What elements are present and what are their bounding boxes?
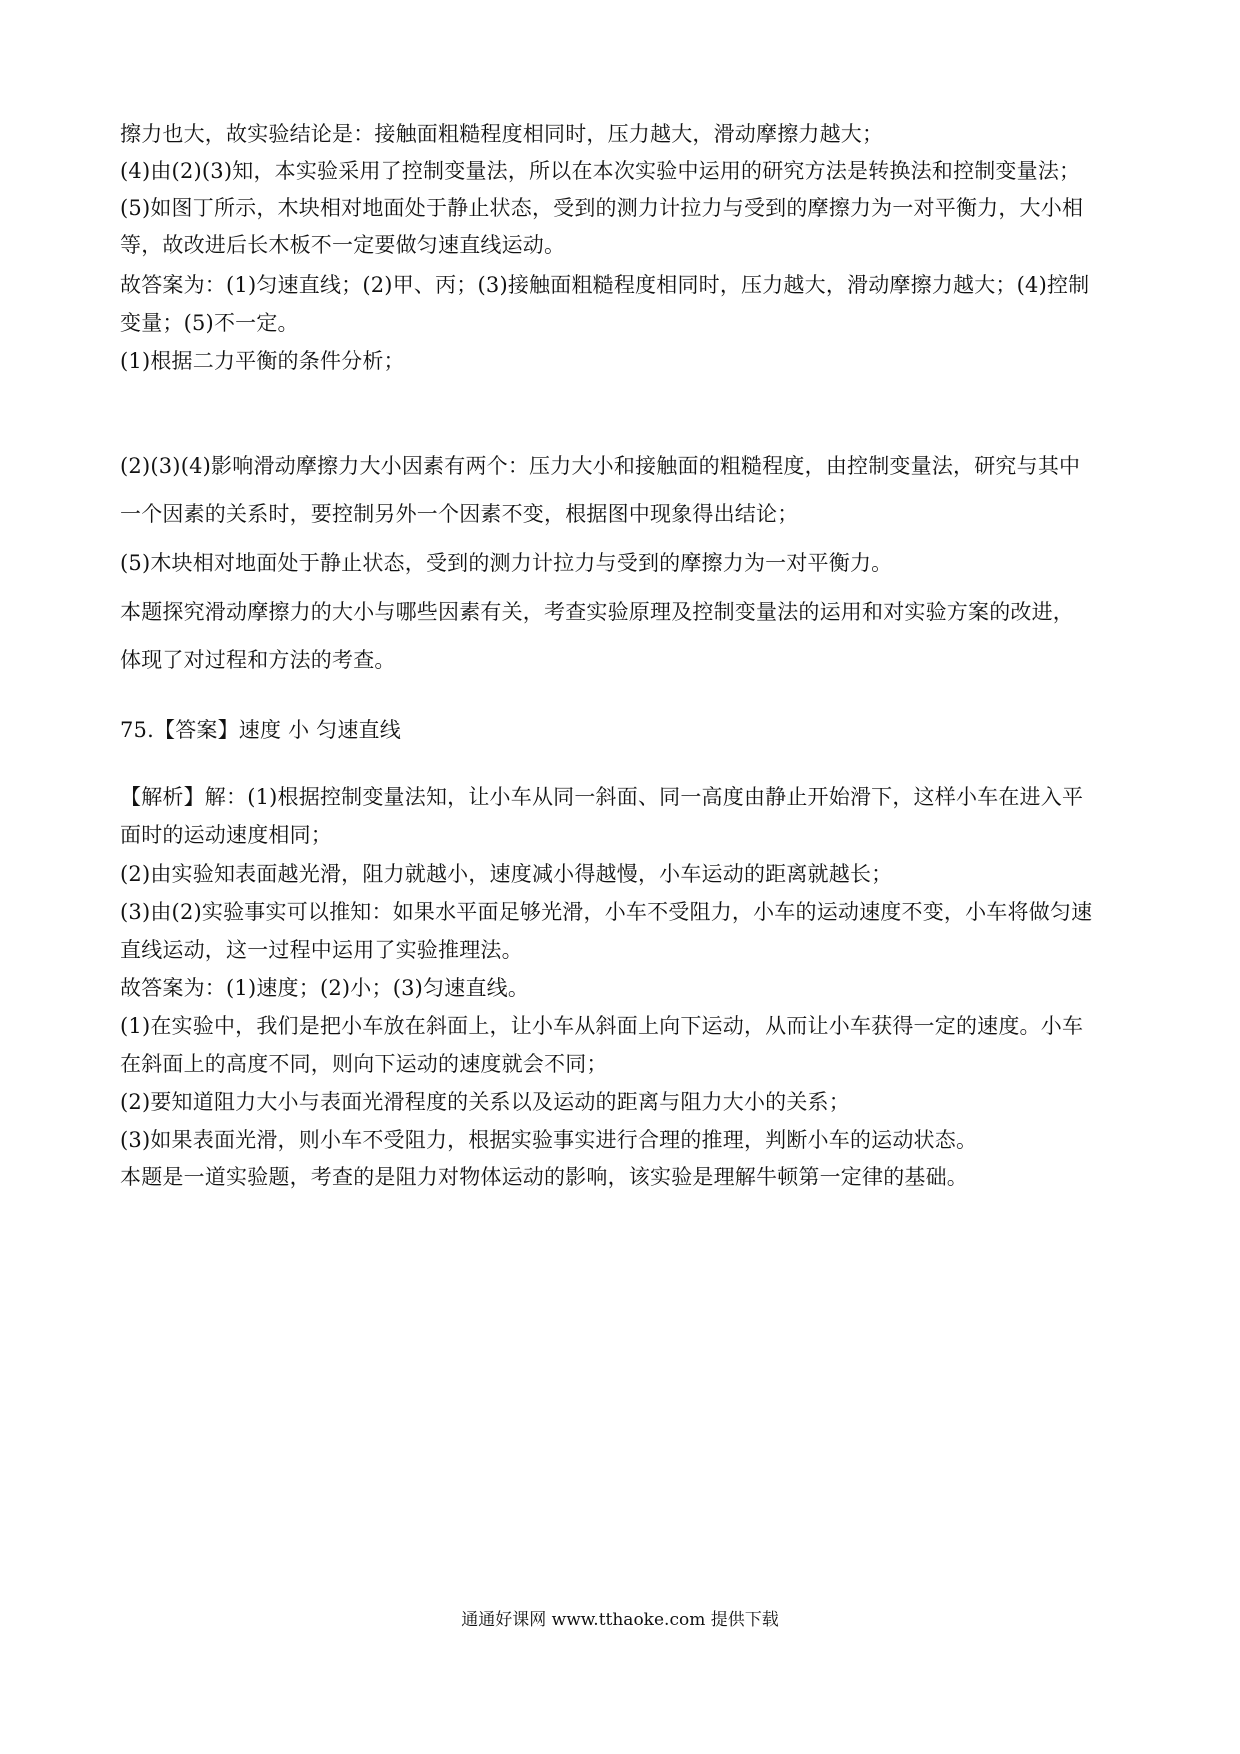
text-line: (4)由(2)(3)知，本实验采用了控制变量法，所以在本次实验中运用的研究方法是转换法和控制变量法； bbox=[120, 159, 1081, 183]
answer-heading: 75.【答案】速度 小 匀速直线 bbox=[120, 718, 401, 742]
text-line: 直线运动，这一过程中运用了实验推理法。 bbox=[120, 938, 523, 962]
text-line: (5)木块相对地面处于静止状态，受到的测力计拉力与受到的摩擦力为一对平衡力。 bbox=[120, 551, 893, 575]
text-line: 本题探究滑动摩擦力的大小与哪些因素有关，考查实验原理及控制变量法的运用和对实验方案的改进， bbox=[120, 600, 1074, 624]
text-line: 体现了对过程和方法的考查。 bbox=[120, 648, 396, 672]
text-line: 【解析】解：(1)根据控制变量法知，让小车从同一斜面、同一高度由静止开始滑下，这样小车在进入平 bbox=[120, 785, 1084, 809]
text-line: (2)由实验知表面越光滑，阻力就越小，速度减小得越慢，小车运动的距离就越长； bbox=[120, 862, 893, 886]
text-line: (3)如果表面光滑，则小车不受阻力，根据实验事实进行合理的推理，判断小车的运动状态。 bbox=[120, 1128, 978, 1152]
text-line: (2)(3)(4)影响滑动摩擦力大小因素有两个：压力大小和接触面的粗糙程度，由控制变量法，研究与其中 bbox=[120, 454, 1081, 478]
text-line: (2)要知道阻力大小与表面光滑程度的关系以及运动的距离与阻力大小的关系； bbox=[120, 1090, 850, 1114]
text-line: 一个因素的关系时，要控制另外一个因素不变，根据图中现象得出结论； bbox=[120, 502, 799, 526]
text-line: 在斜面上的高度不同，则向下运动的速度就会不同； bbox=[120, 1052, 608, 1076]
text-line: (1)在实验中，我们是把小车放在斜面上，让小车从斜面上向下运动，从而让小车获得一定的速度。小车 bbox=[120, 1014, 1084, 1038]
text-line: 本题是一道实验题，考查的是阻力对物体运动的影响，该实验是理解牛顿第一定律的基础。 bbox=[120, 1165, 968, 1189]
text-line: 面时的运动速度相同； bbox=[120, 823, 332, 847]
text-line: 故答案为：(1)速度；(2)小；(3)匀速直线。 bbox=[120, 976, 530, 1000]
text-line: (5)如图丁所示，木块相对地面处于静止状态，受到的测力计拉力与受到的摩擦力为一对平衡力，大小相 bbox=[120, 196, 1084, 220]
text-line: (1)根据二力平衡的条件分析； bbox=[120, 349, 405, 373]
text-line: 等，故改进后长木板不一定要做匀速直线运动。 bbox=[120, 233, 566, 257]
text-line: (3)由(2)实验事实可以推知：如果水平面足够光滑，小车不受阻力，小车的运动速度不变，小车将做匀速 bbox=[120, 900, 1093, 924]
text-line: 故答案为：(1)匀速直线；(2)甲、丙；(3)接触面粗糙程度相同时，压力越大，滑动摩擦力越大；(4)控制 bbox=[120, 273, 1090, 297]
page-footer: 通通好课网 www.tthaoke.com 提供下载 bbox=[461, 1610, 779, 1630]
text-line: 变量；(5)不一定。 bbox=[120, 311, 299, 335]
text-line: 擦力也大，故实验结论是：接触面粗糙程度相同时，压力越大，滑动摩擦力越大； bbox=[120, 122, 884, 146]
